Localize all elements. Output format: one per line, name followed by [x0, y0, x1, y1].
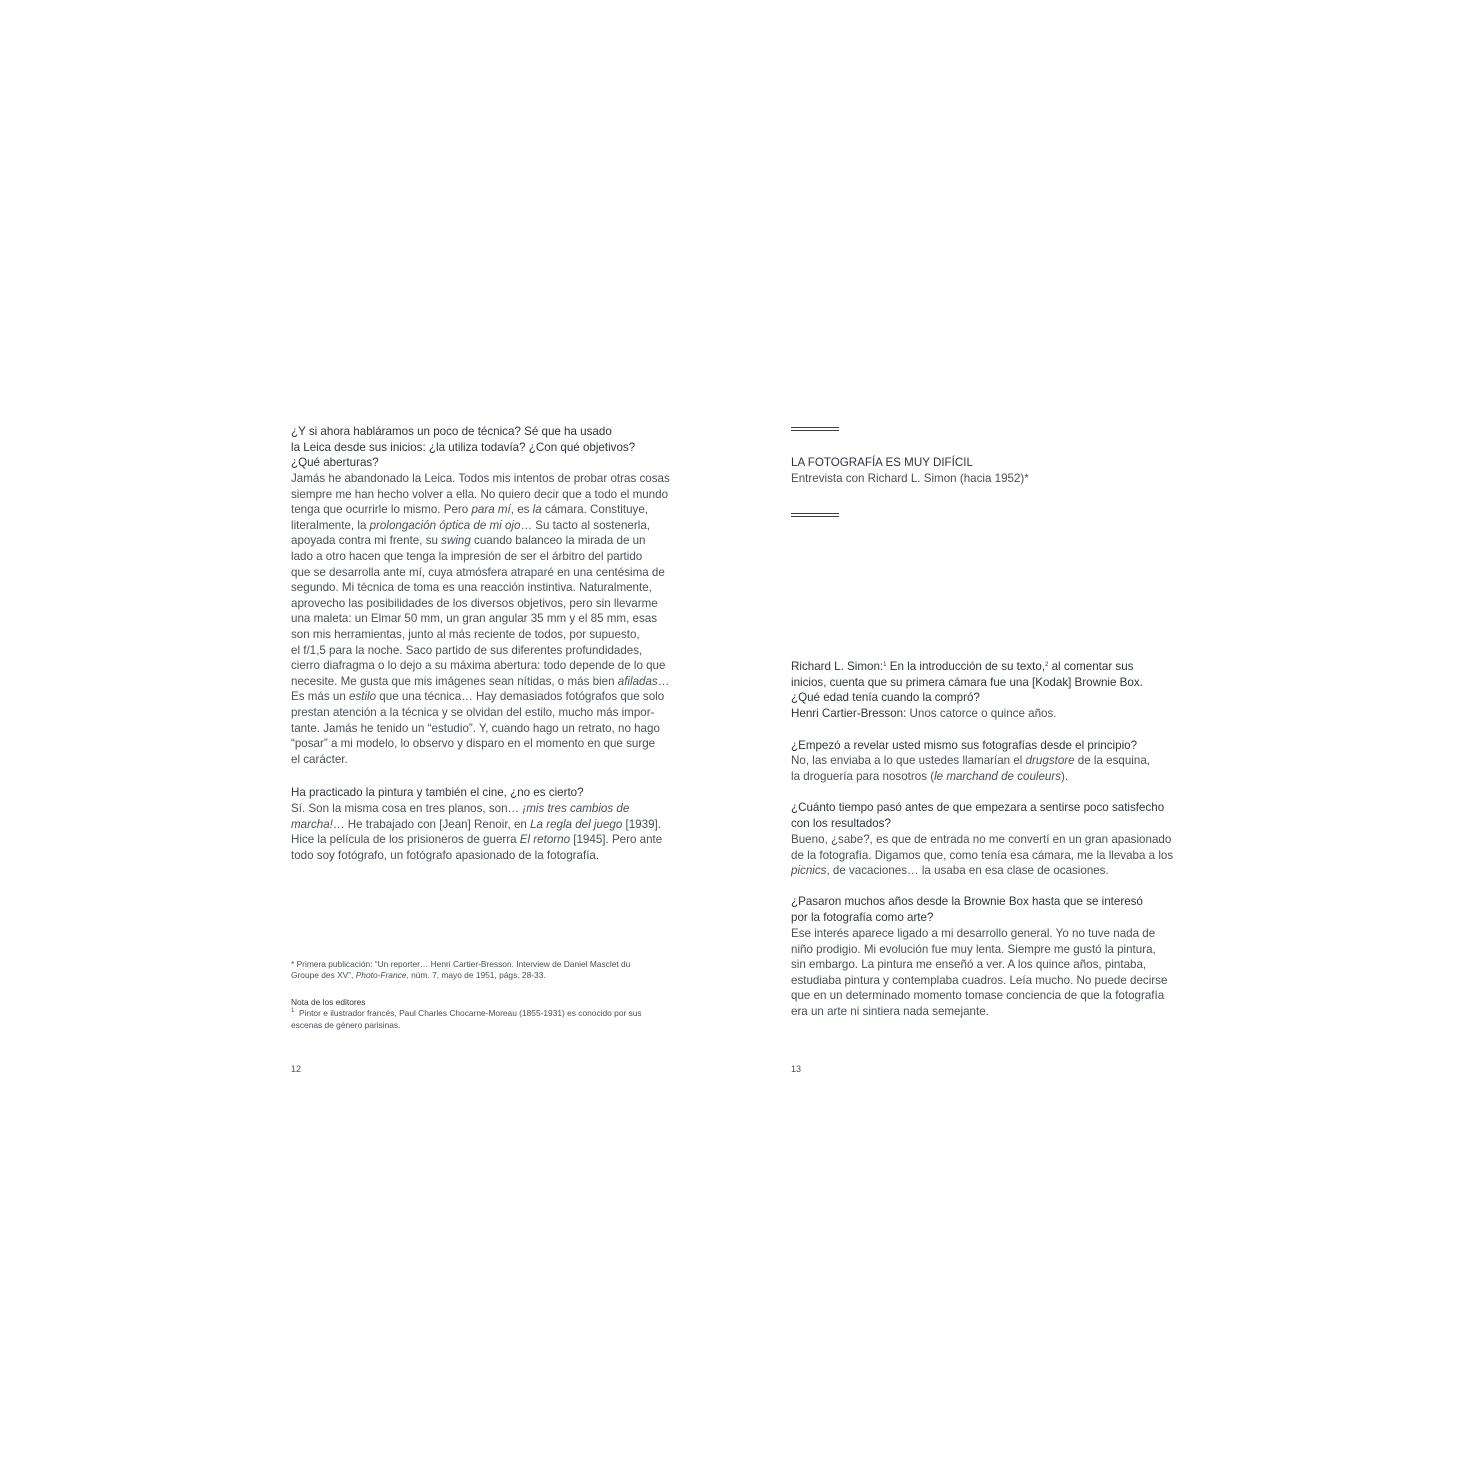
intro-exchange: Richard L. Simon:$^1$ En la introducción de su texto,$^2$ al comentar sus inicios, cuenta que su primera cámara fue una [Kodak] Brownie Box. ¿Qué edad tenía cuando la compró? Henri Cartier-Bresson: Unos catorce o quince años. — [791, 660, 1143, 720]
question-art: ¿Pasaron muchos años desde la Brownie Box hasta que se interesó por la fotografía como arte? — [791, 895, 1143, 924]
top-rule — [791, 427, 839, 431]
page-number: 12 — [291, 1064, 302, 1074]
page-number: 13 — [791, 1064, 802, 1074]
answer-satisfaction: Bueno, ¿sabe?, es que de entrada no me convertí en un gran apasionado de la fotografía. Digamos que, como tenía esa cámara, me la llevaba a los picnics, de vacaciones… la usaba en esa clase de ocasiones. — [791, 833, 1174, 878]
question-technique: ¿Y si ahora habláramos un poco de técnica? Sé que ha usado la Leica desde sus inicios: ¿la utiliza todavía? ¿Con qué objetivos? ¿Qué aberturas? — [291, 425, 636, 470]
chapter-subtitle: Entrevista con Richard L. Simon (hacia 1952)* — [791, 472, 1029, 485]
answer-technique: Jamás he abandonado la Leica. Todos mis intentos de probar otras cosas siempre me han hecho volver a ella. No quiero decir que a todo el mundo tenga que ocurrirle lo mismo. Pero para mí, es la cámara. Constituye, literalmente, la prolongación óptica de mi ojo… Su tacto al sostenerla, apoyada contra mi frente, su swing cuando balanceo la mirada de un lado a otro hacen que tenga la impresión de ser el árbitro del partido que se desarrolla ante mí, cuya atmósfera atraparé en una centésima de segundo. Mi técnica de toma es una reacción instintiva. Naturalmente, aprovecho las posibilidades de los diversos objetivos, pero sin llevarme una maleta: un Elmar 50 mm, un gran angular 35 mm y el 85 mm, esas son mis herramientas, junto al más reciente de todos, por supuesto, el f/1,5 para la noche. Saco partido de sus diferentes profundidades, cierro diafragma o lo dejo a su máxima abertura: todo depende de lo que necesite. Me gusta que mis imágenes sean nítidas, o más bien afiladas… Es más un estilo que una técnica… Hay demasiados fotógrafos que solo prestan atención a la técnica y se olvidan del estilo, mucho más impor- tante. Jamás he tenido un “estudio”. Y, cuando hago un retrato, no hago “posar” a mi modelo, lo observo y disparo en el momento en que surge el carácter. — [291, 472, 670, 766]
answer-art: Ese interés aparece ligado a mi desarrollo general. Yo no tuve nada de niño prodigio. Mi evolución fue muy lenta. Siempre me gustó la pintura, sin embargo. La pintura me enseñó a ver. A los quince años, pintaba, estudiaba pintura y contemplaba cuadros. Leía mucho. No puede decirse que en un determinado momento tomase conciencia de que la fotografía era un arte ni sintiera nada semejante. — [791, 927, 1168, 1018]
question-painting-cinema: Ha practicado la pintura y también el cine, ¿no es cierto? — [291, 786, 584, 799]
answer-developing: No, las enviaba a lo que ustedes llamarían el drugstore de la esquina, la droguería para nosotros (le marchand de couleurs). — [791, 754, 1150, 783]
question-developing: ¿Empezó a revelar usted mismo sus fotografías desde el principio? — [791, 739, 1138, 752]
answer-painting-cinema: Sí. Son la misma cosa en tres planos, son… ¡mis tres cambios de marcha!… He trabajado con [Jean] Renoir, en La regla del juego [1939]. Hice la película de los prisioneros de guerra El retorno [1945]. Pero ante todo soy fotógrafo, un fotógrafo apasionado de la fotografía. — [291, 802, 663, 862]
footnote: * Primera publicación: “Un reporter… Henri Cartier-Bresson. Interview de Daniel Masclet du Groupe des XV”, Photo-France, núm. 7, mayo de 1951, págs. 28-33. — [291, 959, 631, 981]
editors-note: Nota de los editores $^1$ Pintor e ilustrador francés, Paul Charles Chocarne-Moreau (1855-1931) es conocido por sus escenas de género parisinas. — [291, 997, 642, 1030]
editors-note-title: Nota de los editores — [291, 997, 366, 1007]
chapter-title: LA FOTOGRAFÍA ES MUY DIFÍCIL — [791, 456, 973, 469]
question-satisfaction: ¿Cuánto tiempo pasó antes de que empezara a sentirse poco satisfecho con los resultados? — [791, 801, 1165, 830]
bottom-rule — [791, 513, 839, 517]
